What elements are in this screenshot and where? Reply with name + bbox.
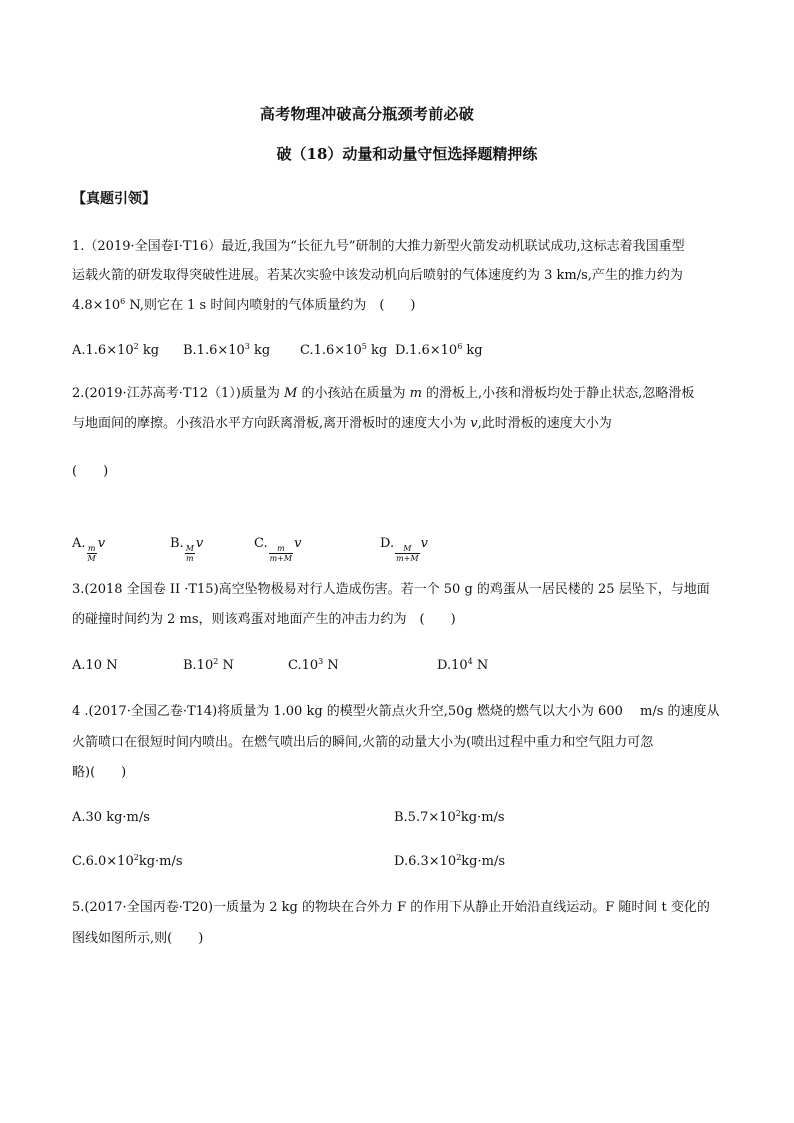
q5-line-1: 5.(2017·全国丙卷·T20)一质量为 2 kg 的物块在合外力 F 的作用下从静止开始沿直线运动。F 随时间 t 变化的 [72, 900, 710, 915]
q3-line-2: 的碰撞时间约为 2 ms，则该鸡蛋对地面产生的冲击力约为 ( ) [72, 612, 456, 627]
document-subtitle: 破（18）动量和动量守恒选择题精押练 [276, 145, 538, 163]
q4-option-b: $B.5.7\times 10^2kg\cdot m/s$ [394, 809, 505, 825]
q1-line-1: 1.（2019·全国卷Ⅰ·T16）最近,我国为“长征九号”研制的大推力新型火箭发动机联试成功,这标志着我国重型 [72, 239, 685, 254]
q4-option-c: $C.6.0\times 10^2kg\cdot m/s$ [72, 853, 183, 869]
q2-option-d: D. $\frac{M}{m+M}$ v [380, 536, 428, 563]
q1-option-d: $D.1.6\times 10^6$ kg [395, 342, 483, 358]
q2-option-b: B. $\frac{M}{m}$ v [170, 536, 204, 563]
document-title: 高考物理冲破高分瓶颈考前必破 [259, 105, 475, 123]
q4-line-3: 略)( ) [72, 765, 127, 780]
q4-line-1: 4 .(2017·全国乙卷·T14)将质量为 1.00 kg 的模型火箭点火升空,50g 燃烧的燃气以大小为 600 m/s 的速度从 [72, 704, 720, 719]
q3-option-d: $D.10^4$ N [437, 657, 489, 673]
q3-option-c: $C.10^3$ N [288, 657, 339, 673]
q2-answer-paren: ( ) [72, 464, 109, 479]
q2-option-a: A. $\frac{m}{M}$ v [72, 536, 106, 563]
q1-option-b: $B.1.6\times 10^3$ kg [183, 342, 271, 358]
q2-option-c: C. $\frac{m}{m+M}$ v [254, 536, 302, 563]
q1-line-3: $4.8\times 10^6$ N,则它在 1 s 时间内喷射的气体质量约为 ( ) [72, 297, 416, 313]
section-heading: 【真题引领】 [72, 191, 156, 207]
q5-line-2: 图线如图所示,则( ) [72, 931, 204, 946]
q3-line-1: 3.(2018 全国卷 II ·T15)高空坠物极易对行人造成伤害。若一个 50 g 的鸡蛋从一居民楼的 25 层坠下，与地面 [72, 582, 710, 597]
q2-line-1: 2.(2019·江苏高考·T12（1）)质量为 M 的小孩站在质量为 m 的滑板上,小孩和滑板均处于静止状态,忽略滑板 [72, 386, 695, 401]
q4-line-2: 火箭喷口在很短时间内喷出。在燃气喷出后的瞬间,火箭的动量大小为(喷出过程中重力和空气阻力可忽 [72, 735, 654, 750]
q3-option-a: A.10 N [72, 658, 118, 673]
q1-option-a: $A.1.6\times 10^2$ kg [72, 342, 160, 358]
q4-option-d: $D.6.3\times 10^2kg\cdot m/s$ [394, 853, 506, 869]
q4-option-a: A.30 kg·m/s [72, 810, 150, 825]
q3-option-b: $B.10^2$ N [183, 657, 234, 673]
q1-line-2: 运载火箭的研发取得突破性进展。若某次实验中该发动机向后喷射的气体速度约为 3 km/s,产生的推力约为 [72, 268, 683, 283]
q1-option-c: $C.1.6\times 10^5$ kg [300, 342, 388, 358]
q2-line-2: 与地面间的摩擦。小孩沿水平方向跃离滑板,离开滑板时的速度大小为 v,此时滑板的速度大小为 [72, 416, 612, 431]
